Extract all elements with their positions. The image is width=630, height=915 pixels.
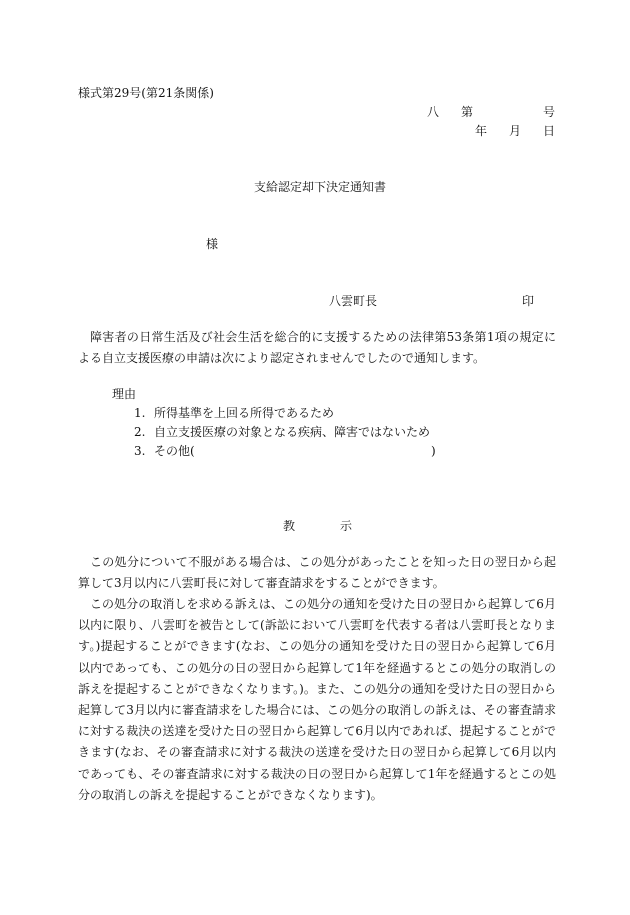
reason-1-number: 1.	[134, 406, 146, 420]
reason-1-text: 所得基準を上回る所得であるため	[154, 406, 335, 420]
doc-number-prefix: 八	[427, 105, 440, 119]
reason-2-text: 自立支援医療の対象となる疾病、障害ではないため	[154, 425, 431, 439]
reason-heading: 理由	[112, 387, 137, 401]
instruction-paragraph: この処分の取消しを求める訴えは、この処分の通知を受けた日の翌日から起算して6月以内に限り、八雲町を被告として(訴訟において八雲町を代表する者は八雲町長となります。)提起することができます(なお、この処分の通知を受けた日の翌日から起算して6月以内であっても、この処分の日の翌日から起算して1年を経過するとこの処分の取消しの訴えを提起することができなくなります。)。また、この処分の通知を受けた日の翌日から起算して3月以内に審査請求をした場合には、この処分の取消しの訴えは、その審査請求に対する裁決の送達を受けた日の翌日から起算して6月以内であれば、提起することができます(なお、その審査請求に対する裁決の送達を受けた日の翌日から起算して6月以内であっても、その審査請求に対する裁決の日の翌日から起算して1年を経過するとこの処分の取消しの訴えを提起することができなくなります)。	[78, 597, 556, 802]
reason-2-number: 2.	[134, 425, 146, 439]
addressee-suffix: 様	[206, 237, 219, 251]
main-text: 障害者の日常生活及び社会生活を総合的に支援するための法律第53条第1項の規定による自立支援医療の申請は次により認定されませんでしたので通知します。	[78, 330, 556, 366]
reason-3-text: その他(	[154, 444, 195, 458]
document-title: 支給認定却下決定通知書	[254, 180, 387, 194]
instruction-heading-left: 教	[283, 519, 296, 533]
doc-number-suffix: 号	[543, 105, 556, 119]
instruction-paragraph: この処分について不服がある場合は、この処分があったことを知った日の翌日から起算して3月以内に八雲町長に対して審査請求をすることができます。	[78, 555, 556, 591]
date-month: 月	[509, 124, 522, 138]
reason-3-number: 3.	[134, 444, 146, 458]
instruction-heading-right: 示	[340, 519, 353, 533]
date-day: 日	[543, 124, 556, 138]
form-number: 様式第29号(第21条関係)	[78, 86, 214, 100]
seal-mark: 印	[522, 294, 535, 308]
doc-number-middle: 第	[461, 105, 474, 119]
issuer-name: 八雲町長	[329, 294, 378, 308]
date-year: 年	[475, 124, 488, 138]
reason-3-close: )	[431, 444, 436, 458]
